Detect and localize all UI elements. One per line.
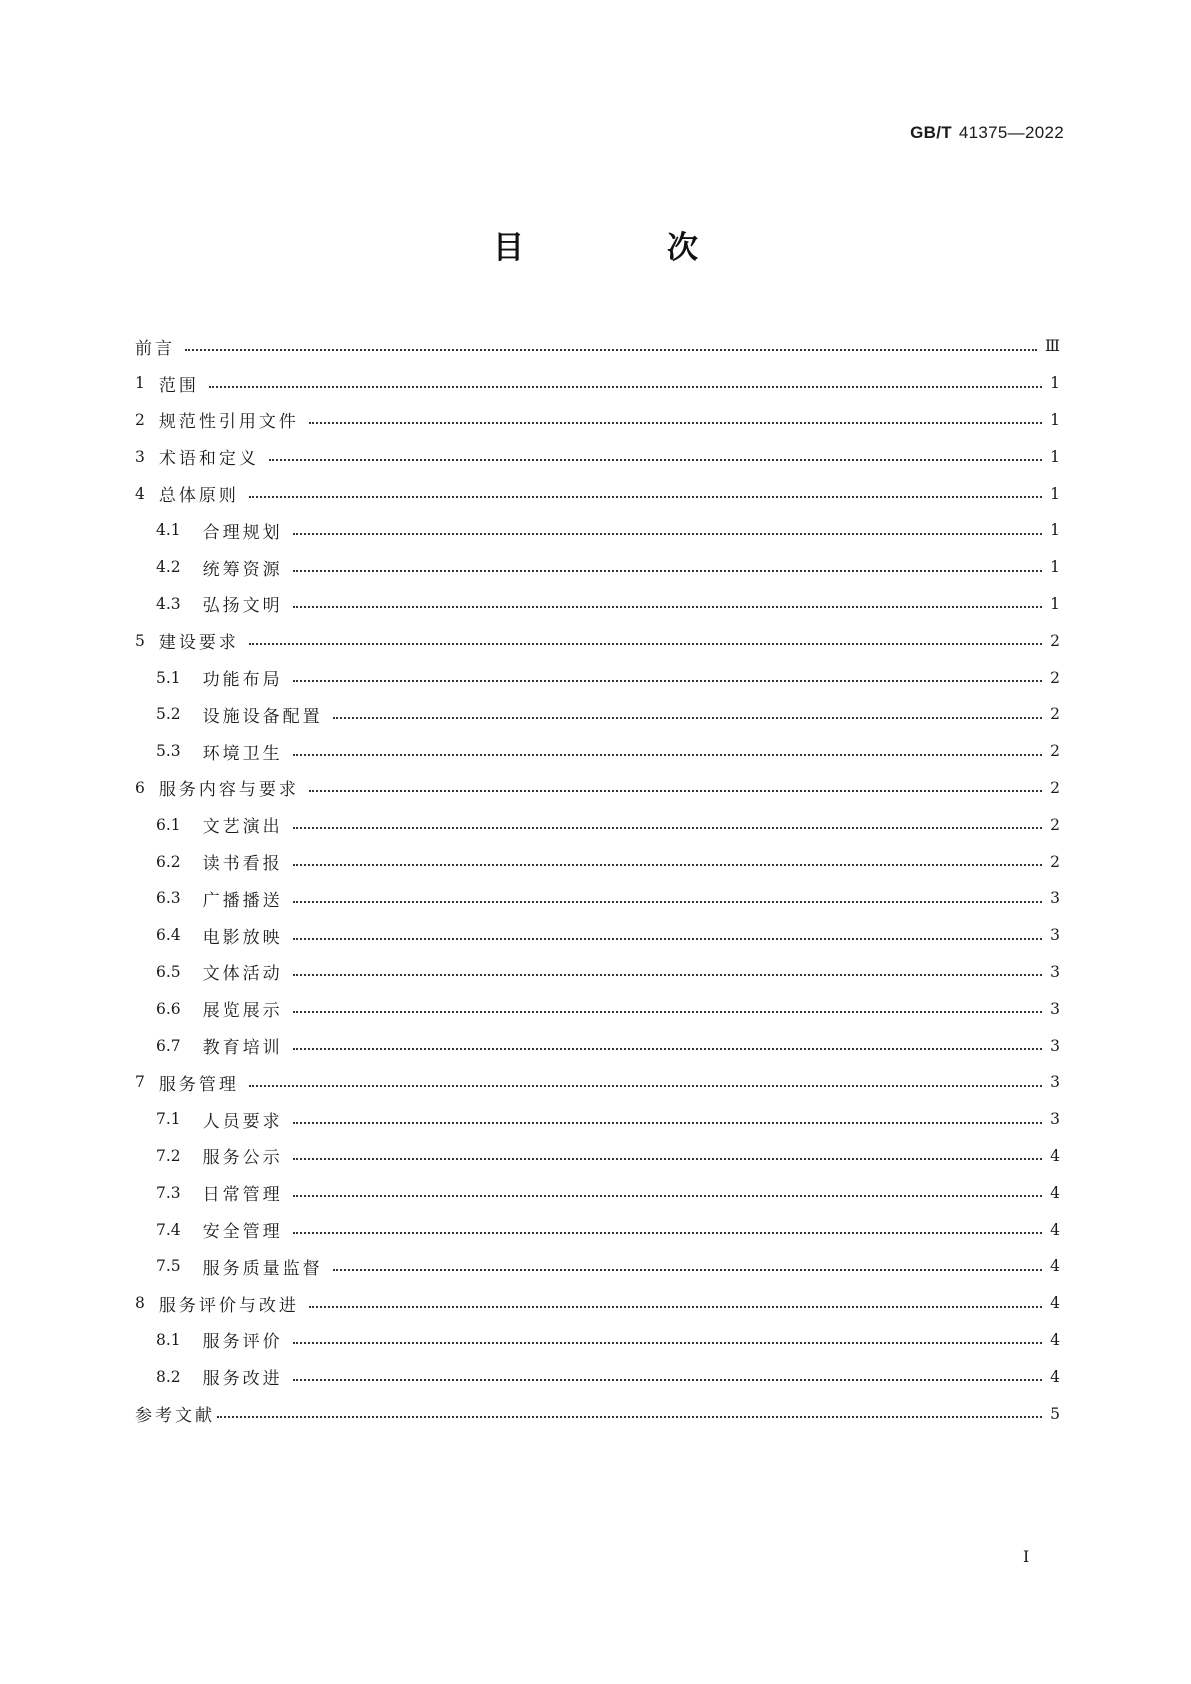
- toc-entry[interactable]: [135, 1395, 1060, 1432]
- toc-entry[interactable]: [135, 402, 1060, 439]
- toc-entry-page: 5: [1050, 1404, 1060, 1423]
- toc-title: 目 次: [493, 230, 754, 266]
- toc-dot-leader: [293, 679, 1042, 682]
- toc-entry-title: 服务公示: [202, 1148, 283, 1169]
- toc-entry-title: 服务改进: [202, 1369, 283, 1390]
- toc-entry-number: 2: [135, 410, 145, 429]
- toc-entry-number: 7.3: [156, 1183, 181, 1202]
- toc-dot-leader: [209, 385, 1042, 388]
- toc-entry-title: 术语和定义: [158, 449, 259, 470]
- toc-entry-number: 6.3: [156, 889, 181, 908]
- toc-entry-number: 7.1: [156, 1110, 181, 1129]
- toc-entry-title: 环境卫生: [202, 743, 283, 764]
- toc-entry-title: 服务评价与改进: [158, 1295, 299, 1316]
- toc-entry-page: 2: [1050, 742, 1060, 761]
- toc-entry-page: 3: [1050, 889, 1060, 908]
- toc-entry-title: 服务内容与要求: [158, 780, 299, 801]
- toc-entry[interactable]: [135, 365, 1060, 402]
- toc-entry-number: 7.5: [156, 1257, 181, 1276]
- toc-entry[interactable]: [135, 843, 1060, 880]
- toc-entry[interactable]: [135, 1285, 1060, 1322]
- toc-dot-leader: [293, 1121, 1042, 1124]
- toc-entry[interactable]: [135, 438, 1060, 475]
- toc-entry-title: 服务管理: [158, 1074, 239, 1095]
- toc-entry-page: 3: [1050, 1036, 1060, 1055]
- toc-entry[interactable]: [135, 696, 1060, 733]
- toc-entry[interactable]: [135, 659, 1060, 696]
- standard-number: 41375—2022: [958, 123, 1064, 142]
- toc-dot-leader: [293, 863, 1042, 866]
- toc-entry-title: 建设要求: [158, 633, 239, 654]
- toc-entry-page: 1: [1050, 558, 1060, 577]
- toc-entry-title: 总体原则: [158, 486, 239, 507]
- toc-entry-number: 4.1: [156, 521, 181, 540]
- toc-entry[interactable]: [135, 1138, 1060, 1175]
- toc-entry-page: 4: [1050, 1367, 1060, 1386]
- toc-dot-leader: [309, 1305, 1042, 1308]
- toc-entry[interactable]: [135, 1027, 1060, 1064]
- toc-entry[interactable]: [135, 733, 1060, 770]
- toc-dot-leader: [293, 569, 1042, 572]
- toc-dot-leader: [293, 1047, 1042, 1050]
- toc-dot-leader: [333, 1268, 1042, 1271]
- toc-entry[interactable]: [135, 622, 1060, 659]
- toc-dot-leader: [249, 642, 1042, 645]
- toc-entry-page: 4: [1050, 1294, 1060, 1313]
- toc-entry-page: 2: [1050, 668, 1060, 687]
- toc-entry[interactable]: [135, 954, 1060, 991]
- toc-entry-number: 8.1: [156, 1330, 181, 1349]
- toc-entry-number: 7.2: [156, 1146, 181, 1165]
- toc-entry[interactable]: [135, 880, 1060, 917]
- toc-entry-number: 6.1: [156, 815, 181, 834]
- toc-entry-title: 服务质量监督: [202, 1258, 323, 1279]
- toc-dot-leader: [185, 348, 1037, 351]
- toc-entry[interactable]: [135, 512, 1060, 549]
- toc-entry-number: 5.1: [156, 668, 181, 687]
- toc-entry-title: 教育培训: [202, 1038, 283, 1059]
- toc-entry[interactable]: [135, 917, 1060, 954]
- toc-dot-leader: [293, 900, 1042, 903]
- toc-entry[interactable]: [135, 806, 1060, 843]
- toc-entry-title: 范围: [158, 375, 199, 396]
- toc-entry-title: 安全管理: [202, 1222, 283, 1243]
- page-number: I: [1023, 1547, 1030, 1566]
- toc-dot-leader: [293, 1378, 1042, 1381]
- toc-entry-page: 4: [1050, 1220, 1060, 1239]
- toc-entry-number: 6.4: [156, 926, 181, 945]
- toc-entry-page: 2: [1050, 778, 1060, 797]
- toc-entry-number: 7: [135, 1073, 145, 1092]
- toc-dot-leader: [293, 1157, 1042, 1160]
- toc-entry-number: 6.5: [156, 962, 181, 981]
- toc-entry[interactable]: [135, 1101, 1060, 1138]
- toc-dot-leader: [249, 1084, 1042, 1087]
- toc-entry-title: 前言: [135, 338, 175, 359]
- toc-entry-number: 4.3: [156, 594, 181, 613]
- toc-entry-number: 8: [135, 1294, 145, 1313]
- toc-entry-title: 参考文献: [135, 1406, 215, 1426]
- toc-entry-page: Ⅲ: [1045, 337, 1060, 356]
- toc-entry[interactable]: [135, 328, 1060, 365]
- toc-dot-leader: [293, 1194, 1042, 1197]
- toc-entry-page: 1: [1050, 447, 1060, 466]
- toc-entry-number: 6.7: [156, 1036, 181, 1055]
- toc-entry-page: 2: [1050, 631, 1060, 650]
- toc-entry-number: 7.4: [156, 1220, 181, 1239]
- toc-entry-page: 4: [1050, 1330, 1060, 1349]
- toc-entry[interactable]: [135, 549, 1060, 586]
- toc-entry-page: 3: [1050, 962, 1060, 981]
- toc-entry[interactable]: [135, 770, 1060, 807]
- toc-entry-title: 读书看报: [202, 854, 283, 875]
- toc-entry-number: 5: [135, 631, 145, 650]
- toc-entry-page: 2: [1050, 852, 1060, 871]
- toc-entry-number: 8.2: [156, 1367, 181, 1386]
- toc-dot-leader: [293, 937, 1042, 940]
- toc-entry-number: 5.2: [156, 705, 181, 724]
- toc-entry-title: 服务评价: [202, 1332, 283, 1353]
- toc-entry-title: 合理规划: [202, 522, 283, 543]
- toc-entry-title: 日常管理: [202, 1185, 283, 1206]
- toc-entry[interactable]: [135, 1322, 1060, 1359]
- standard-code: [910, 123, 1064, 143]
- toc-dot-leader: [293, 605, 1042, 608]
- toc-dot-leader: [309, 789, 1042, 792]
- toc-entry[interactable]: [135, 1174, 1060, 1211]
- toc-entry-title: 弘扬文明: [202, 596, 283, 617]
- toc-entry[interactable]: [135, 1064, 1060, 1101]
- toc-dot-leader: [293, 973, 1042, 976]
- toc-dot-leader: [293, 1010, 1042, 1013]
- toc-entry-page: 1: [1050, 410, 1060, 429]
- toc-entry-page: 3: [1050, 999, 1060, 1018]
- toc-entry-title: 规范性引用文件: [158, 412, 299, 433]
- toc-entry[interactable]: [135, 475, 1060, 512]
- toc-entry-number: 1: [135, 374, 145, 393]
- toc-entry-number: 5.3: [156, 742, 181, 761]
- toc-entry-title: 功能布局: [202, 670, 283, 691]
- toc-entry-number: 6: [135, 778, 145, 797]
- toc-entry-page: 3: [1050, 1110, 1060, 1129]
- toc-entry-title: 设施设备配置: [202, 706, 323, 727]
- toc-dot-leader: [293, 1231, 1042, 1234]
- toc-entry[interactable]: [135, 586, 1060, 623]
- toc-dot-leader: [269, 458, 1042, 461]
- toc-entry-page: 1: [1050, 521, 1060, 540]
- toc-entry-page: 1: [1050, 484, 1060, 503]
- toc-dot-leader: [249, 495, 1042, 498]
- toc-dot-leader: [293, 753, 1042, 756]
- toc-dot-leader: [217, 1415, 1042, 1418]
- toc-entry-number: 6.2: [156, 852, 181, 871]
- toc-entry-page: 2: [1050, 705, 1060, 724]
- toc-entry-page: 4: [1050, 1183, 1060, 1202]
- toc-entry-page: 4: [1050, 1257, 1060, 1276]
- toc-entry[interactable]: [135, 1211, 1060, 1248]
- toc-dot-leader: [333, 716, 1042, 719]
- toc-entry-title: 文艺演出: [202, 817, 283, 838]
- toc-entry-title: 电影放映: [202, 927, 283, 948]
- toc-entry-page: 4: [1050, 1146, 1060, 1165]
- toc-entry-title: 统筹资源: [202, 559, 283, 580]
- standard-prefix: GB/T: [910, 123, 952, 142]
- toc-entry-number: 6.6: [156, 999, 181, 1018]
- toc-dot-leader: [293, 826, 1042, 829]
- toc-dot-leader: [293, 1341, 1042, 1344]
- toc-entry[interactable]: [135, 990, 1060, 1027]
- toc-entry-number: 3: [135, 447, 145, 466]
- table-of-contents: [135, 328, 1060, 1432]
- toc-entry-title: 广播播送: [202, 890, 283, 911]
- toc-entry-page: 3: [1050, 926, 1060, 945]
- toc-entry-page: 3: [1050, 1073, 1060, 1092]
- toc-entry-page: 1: [1050, 594, 1060, 613]
- toc-entry-title: 人员要求: [202, 1111, 283, 1132]
- toc-dot-leader: [309, 421, 1042, 424]
- toc-entry-number: 4.2: [156, 558, 181, 577]
- toc-entry[interactable]: [135, 1358, 1060, 1395]
- toc-entry-title: 文体活动: [202, 964, 283, 985]
- toc-entry-page: 1: [1050, 374, 1060, 393]
- toc-entry[interactable]: [135, 1248, 1060, 1285]
- toc-entry-number: 4: [135, 484, 145, 503]
- toc-entry-page: 2: [1050, 815, 1060, 834]
- toc-dot-leader: [293, 532, 1042, 535]
- toc-entry-title: 展览展示: [202, 1001, 283, 1022]
